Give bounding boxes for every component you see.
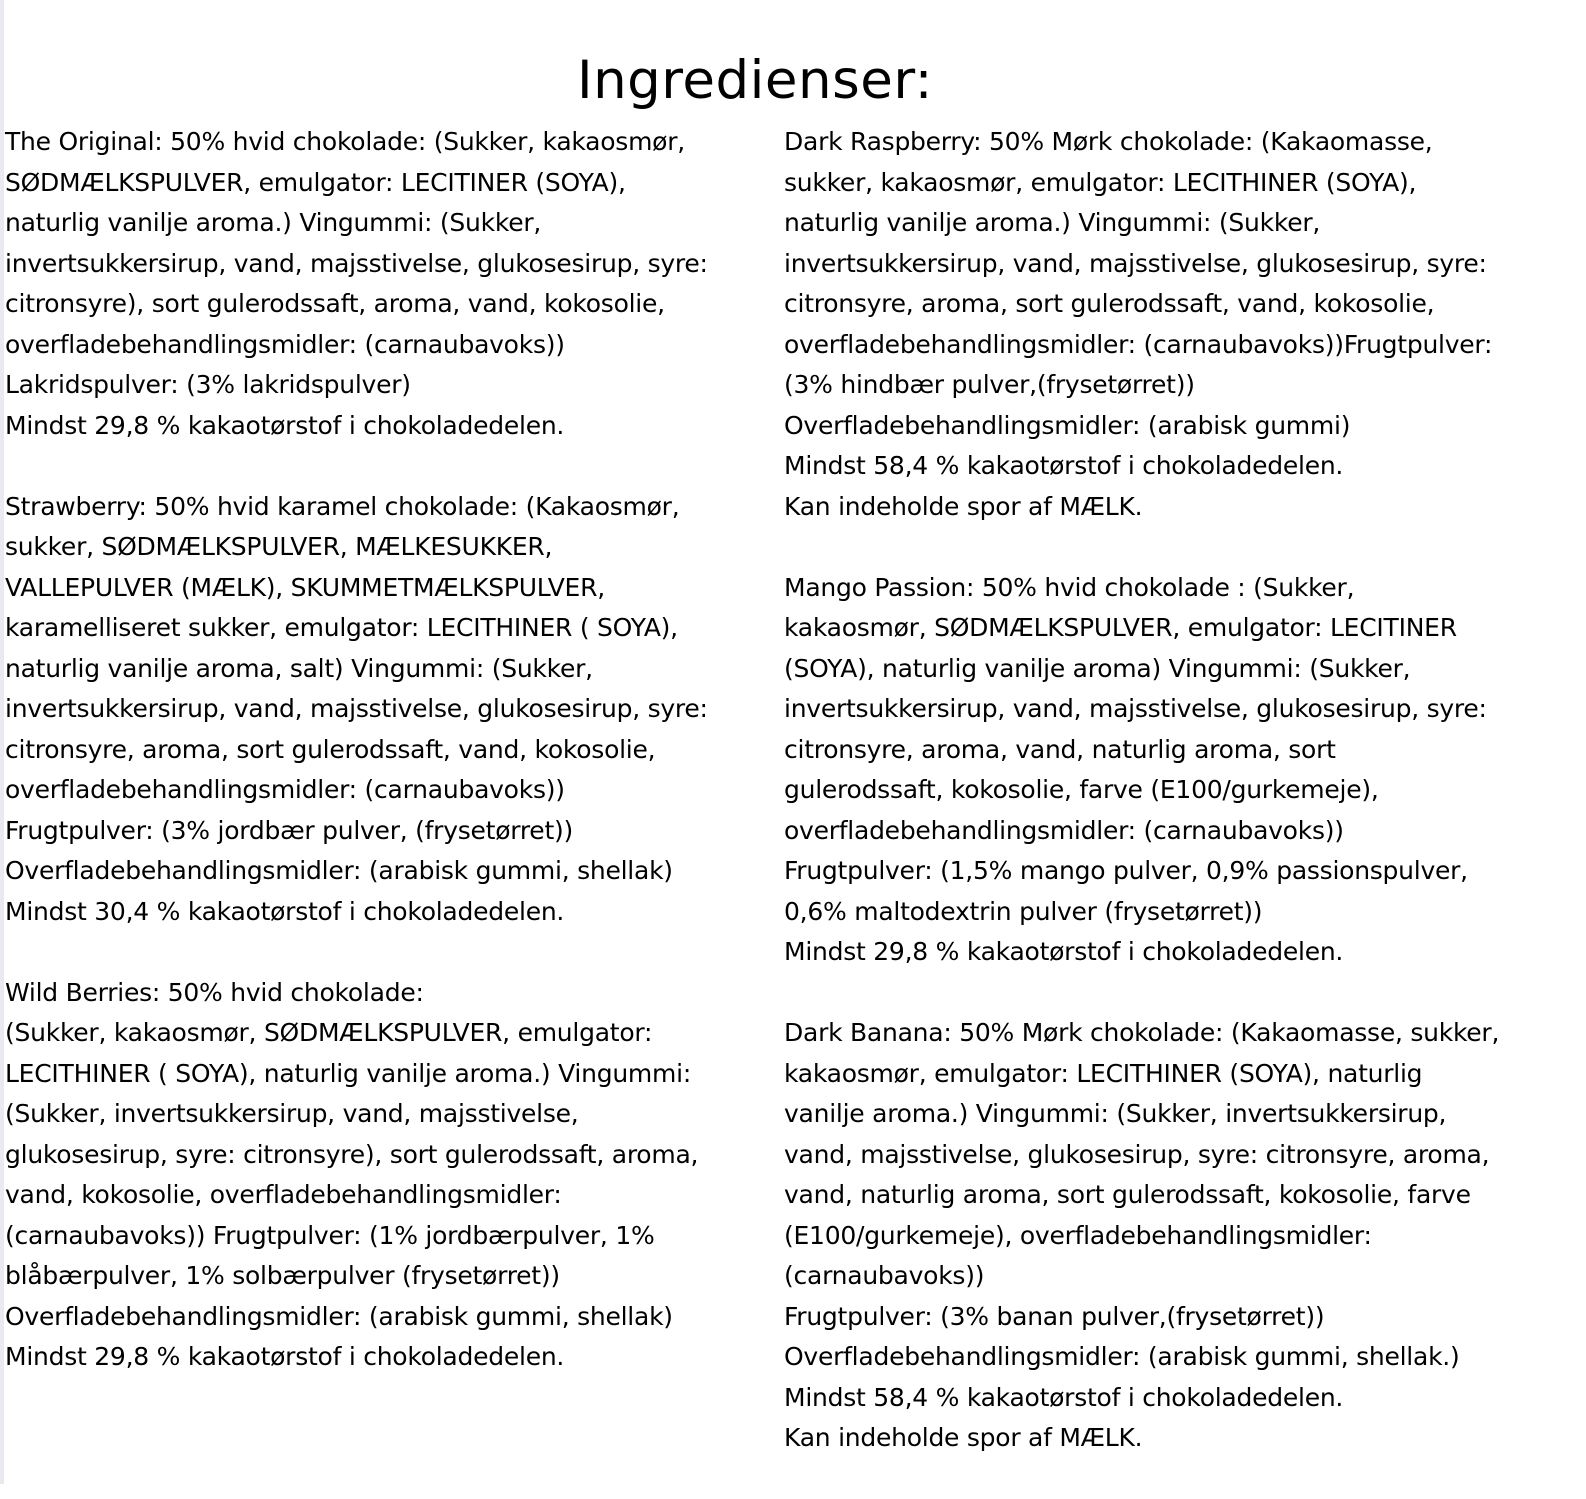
ingredient-line: gulerodssaft, kokosolie, farve (E100/gurkemeje), [784,775,1379,804]
ingredient-line: vanilje aroma.) Vingummi: (Sukker, invertsukkersirup, [784,1099,1447,1128]
ingredient-line: 0,6% maltodextrin pulver (frysetørret)) [784,896,1263,926]
ingredient-line: (3% hindbær pulver,(frysetørret)) [784,370,1195,399]
ingredient-line: invertsukkersirup, vand, majsstivelse, glukosesirup, syre: [784,248,1487,278]
ingredient-block [784,568,1584,973]
ingredients-column-right [784,122,1584,1499]
ingredient-line: kakaosmør, emulgator: LECITHINER (SOYA), naturlig [784,1058,1423,1088]
ingredient-line: Frugtpulver: (3% banan pulver,(frysetørret)) [784,1301,1325,1331]
ingredient-line: naturlig vanilje aroma, salt) Vingummi: (Sukker, [5,653,593,683]
ingredient-line: Frugtpulver: (1,5% mango pulver, 0,9% passionspulver, [784,856,1468,885]
ingredient-line: (E100/gurkemeje), overfladebehandlingsmidler: [784,1220,1372,1250]
ingredient-line: Mindst 29,8 % kakaotørstof i chokoladedelen. [5,1342,565,1371]
ingredient-block [784,1013,1584,1459]
ingredient-line: vand, kokosolie, overfladebehandlingsmidler: [5,1180,562,1209]
ingredient-line: glukosesirup, syre: citronsyre), sort gulerodssaft, aroma, [5,1139,699,1169]
ingredient-line: citronsyre, aroma, vand, naturlig aroma, sort [784,734,1336,764]
ingredient-line: kakaosmør, SØDMÆLKSPULVER, emulgator: LECITINER [784,613,1457,642]
ingredient-line: Lakridspulver: (3% lakridspulver) [5,370,411,399]
ingredient-block [5,487,785,933]
ingredient-line: naturlig vanilje aroma.) Vingummi: (Sukker, [784,208,1321,237]
ingredient-line: sukker, SØDMÆLKSPULVER, MÆLKESUKKER, [5,532,553,561]
ingredient-line: sukker, kakaosmør, emulgator: LECITHINER (SOYA), [784,167,1417,197]
ingredient-line: SØDMÆLKSPULVER, emulgator: LECITINER (SOYA), [5,167,626,197]
ingredient-line: Overfladebehandlingsmidler: (arabisk gummi, shellak) [5,1301,673,1331]
ingredient-line: (Sukker, kakaosmør, SØDMÆLKSPULVER, emulgator: [5,1018,653,1047]
ingredient-line: Mindst 58,4 % kakaotørstof i chokoladedelen. [784,451,1344,480]
ingredient-line: Mindst 29,8 % kakaotørstof i chokoladedelen. [784,937,1344,966]
ingredient-line: overfladebehandlingsmidler: (carnaubavoks))Frugtpulver: [784,329,1493,359]
ingredient-line: Dark Banana: 50% Mørk chokolade: (Kakaomasse, sukker, [784,1018,1500,1047]
ingredient-line: invertsukkersirup, vand, majsstivelse, glukosesirup, syre: [5,248,708,278]
ingredient-line: Mindst 30,4 % kakaotørstof i chokoladedelen. [5,896,565,926]
ingredient-line: Overfladebehandlingsmidler: (arabisk gummi, shellak) [5,856,673,885]
ingredient-block [5,122,785,446]
ingredient-line: Kan indeholde spor af MÆLK. [784,491,1143,521]
ingredient-line: LECITHINER ( SOYA), naturlig vanilje aroma.) Vingummi: [5,1058,691,1088]
ingredient-line: (carnaubavoks)) Frugtpulver: (1% jordbærpulver, 1% [5,1220,655,1250]
ingredient-line: citronsyre, aroma, sort gulerodssaft, vand, kokosolie, [784,289,1435,318]
ingredient-line: Kan indeholde spor af MÆLK. [784,1423,1143,1452]
ingredient-block [5,973,785,1378]
ingredient-line: VALLEPULVER (MÆLK), SKUMMETMÆLKSPULVER, [5,572,605,602]
ingredient-line: Wild Berries: 50% hvid chokolade: [5,977,424,1007]
ingredient-line: (carnaubavoks)) [784,1261,985,1290]
ingredient-line: blåbærpulver, 1% solbærpulver (frysetørret)) [5,1261,560,1290]
ingredient-line: Frugtpulver: (3% jordbær pulver, (frysetørret)) [5,815,573,845]
ingredient-line: Mindst 29,8 % kakaotørstof i chokoladedelen. [5,410,565,440]
page-title: Ingredienser: [576,49,934,111]
ingredient-line: Overfladebehandlingsmidler: (arabisk gummi, shellak.) [784,1342,1460,1371]
ingredient-line: citronsyre), sort gulerodssaft, aroma, vand, kokosolie, [5,289,665,318]
ingredient-line: The Original: 50% hvid chokolade: (Sukker, kakaosmør, [5,127,685,156]
ingredient-line: Mindst 58,4 % kakaotørstof i chokoladedelen. [784,1382,1344,1412]
ingredient-line: karamelliseret sukker, emulgator: LECITHINER ( SOYA), [5,613,678,642]
ingredient-line: citronsyre, aroma, sort gulerodssaft, vand, kokosolie, [5,734,656,764]
ingredient-line: Mango Passion: 50% hvid chokolade : (Sukker, [784,572,1355,602]
ingredient-line: naturlig vanilje aroma.) Vingummi: (Sukker, [5,208,542,237]
ingredient-line: Strawberry: 50% hvid karamel chokolade: (Kakaosmør, [5,491,680,521]
ingredient-line: invertsukkersirup, vand, majsstivelse, glukosesirup, syre: [5,694,708,723]
page-left-edge [0,0,4,1484]
ingredient-line: (SOYA), naturlig vanilje aroma) Vingummi: (Sukker, [784,653,1411,683]
ingredient-line: vand, naturlig aroma, sort gulerodssaft, kokosolie, farve [784,1180,1471,1209]
ingredient-line: Overfladebehandlingsmidler: (arabisk gummi) [784,410,1351,440]
ingredient-line: overfladebehandlingsmidler: (carnaubavoks)) [5,329,565,359]
ingredient-line: overfladebehandlingsmidler: (carnaubavoks)) [784,815,1344,845]
ingredient-line: vand, majsstivelse, glukosesirup, syre: citronsyre, aroma, [784,1139,1490,1169]
ingredients-column-left [5,122,785,1418]
ingredient-line: (Sukker, invertsukkersirup, vand, majsstivelse, [5,1099,579,1128]
ingredient-line: invertsukkersirup, vand, majsstivelse, glukosesirup, syre: [784,694,1487,723]
ingredient-block [784,122,1584,527]
ingredient-line: Dark Raspberry: 50% Mørk chokolade: (Kakaomasse, [784,127,1433,156]
ingredient-line: overfladebehandlingsmidler: (carnaubavoks)) [5,775,565,804]
